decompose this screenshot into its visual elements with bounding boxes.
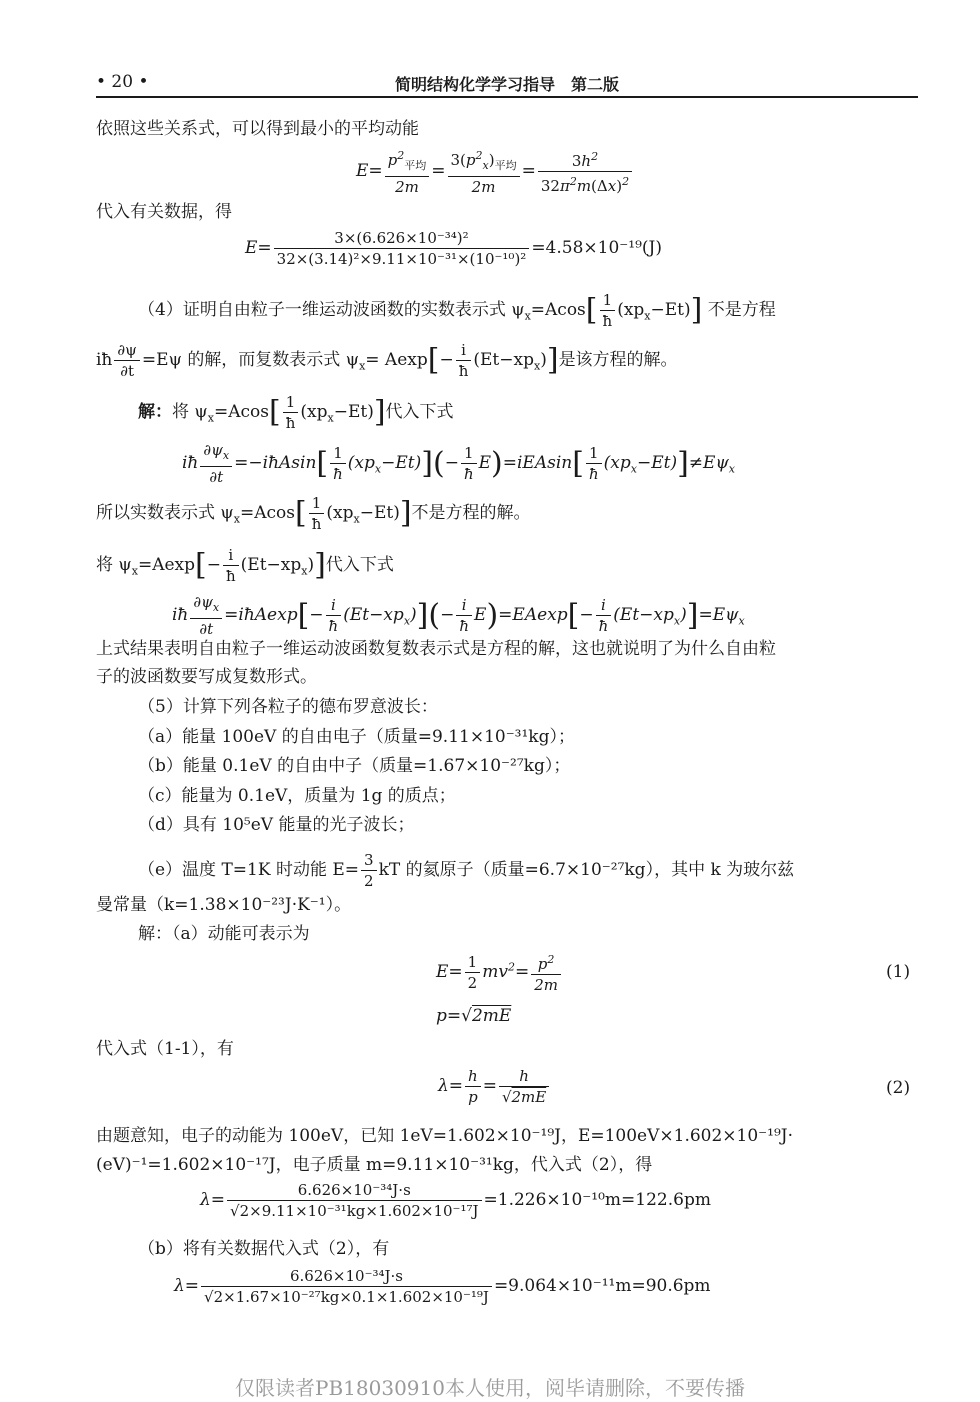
problem-5b: （b）能量 0.1eV 的自由中子（质量=1.67×10⁻²⁷kg）； [138,756,571,776]
problem-4-line2: iħ $\frac{\partial\psi}{\partial t}$ =Eψ 的解，而复数表示式 $\psi_x= Aexp[-$ $\frac{i}{ħ}$ $(Et-xp_x)$]是该方程的解。 [96,341,678,380]
problem-4-text-a: （4）证明自由粒子一维运动波函数的实数表示式 ψ [138,300,525,320]
paragraph-7: 将 $\psi_x=Aexp[-$ $\frac{i}{ħ}$ $(Et-xp_x)$]代入下式 [96,546,394,585]
equation-complex-derivative: iħ $\frac{\partial\psi_x}{\partial t}$ =iħAexp[− $\frac{i}{ħ}$ $(Et-xp_x)](-$ $\frac{i}{ħ}$ E)=EAexp[− $\frac{i}{ħ}$ $(Et-xp_x)]=E\psi_x$ [172,593,745,638]
paragraph-14: （b）将有关数据代入式（2），有 [138,1239,390,1259]
equation-momentum: p=√2mE [436,1006,512,1026]
paragraph-9: 子的波函数要写成复数形式。 [96,667,317,687]
page-header [96,72,918,96]
paragraph-13: (eV)⁻¹=1.602×10⁻¹⁷J，电子质量 m=9.11×10⁻³¹kg，代入式（2），得 [96,1155,653,1175]
page-number: • 20 • [96,72,149,92]
equation-de-broglie: λ= $\frac{h}{p}$ = $\frac{h}{√2mE}$ [438,1066,551,1107]
e3-result: =4.58×10⁻¹⁹(J) [531,238,662,258]
lambda-a-result: =1.226×10⁻¹⁰m=122.6pm [483,1190,711,1210]
problem-5e-line1: （e）温度 T=1K 时动能 E= $\frac{3}{2}$ kT 的氦原子（质量=6.7×10⁻²⁷kg），其中 k 为玻尔兹 [138,851,795,890]
problem-4-text-c: 的解，而复数表示式 ψ [187,350,360,370]
equation-min-energy: E= $\frac{p^2_{平均}}{2m}$ = $\frac{3(p^2_x)_{平均}}{2m}$ = $\frac{3h^2}{32\pi^2m(\Delta x)^2}$ [356,146,634,197]
problem-5d: （d）具有 10⁵eV 能量的光子波长； [138,815,415,835]
equation-real-derivative: iħ $\frac{\partial\psi_x}{\partial t}$ =−iħAsin[ $\frac{1}{ħ}$ $(xp_x-Et)](-$ $\frac{1}{ħ}$ E)=iEAsin[ $\frac{1}{ħ}$ $(xp_x-Et)]\ne E\psi_x$ [182,441,736,486]
equation-number-1: (1) [886,962,911,982]
e3-denominator: 32×(3.14)²×9.11×10⁻³¹×(10⁻¹⁰)² [276,250,527,268]
paragraph-8: 上式结果表明自由粒子一维运动波函数复数表示式是方程的解，这也就说明了为什么自由粒 [96,639,776,659]
paragraph-6: 所以实数表示式 $\psi_x=Acos$[ $\frac{1}{ħ}$ $(xp_x-Et)$]不是方程的解。 [96,494,531,533]
paragraph-7-text-a: 将 ψ [96,555,132,575]
book-title: 简明结构化学学习指导 第二版 [394,75,619,94]
watermark: 仅限读者PB18030910本人使用，阅毕请删除，不要传播 [235,1376,745,1400]
paragraph-2: 代入有关数据，得 [96,202,232,222]
problem-5e-line2: 曼常量（k=1.38×10⁻²³J·K⁻¹）。 [96,895,352,915]
problem-4-line1: （4）证明自由粒子一维运动波函数的实数表示式 $\psi_x=Acos$[ $\frac{1}{ħ}$ $(xp_x-Et)$] 不是方程 [138,291,776,330]
problem-4-text-d: 是该方程的解。 [558,350,678,370]
lambda-a-numerator: 6.626×10⁻³⁴J·s [227,1180,481,1201]
paragraph-6-text-a: 所以实数表示式 ψ [96,503,234,523]
solution-4-text-b: 代入下式 [385,402,454,422]
equation-number-2: (2) [886,1078,911,1098]
problem-5e-text-a: （e）温度 T=1K 时动能 E= [138,860,360,880]
solution-4-line1: 解：将 $\psi_x=Acos$[ $\frac{1}{ħ}$ $(xp_x-Et)$]代入下式 [138,393,454,432]
solution-5a-intro: 解：（a）动能可表示为 [138,924,310,944]
solution-label: 解： [138,402,172,422]
problem-5a: （a）能量 100eV 的自由电子（质量=9.11×10⁻³¹kg）； [138,727,575,747]
e3-numerator: 3×(6.626×10⁻³⁴)² [274,228,530,249]
paragraph-7-text-b: 代入下式 [325,555,394,575]
equation-kinetic-energy: E= $\frac{1}{2}$ $mv^2=$ $\frac{p^2}{2m}$ [436,950,563,995]
paragraph-6-text-b: 不是方程的解。 [411,503,531,523]
problem-5-intro: （5）计算下列各粒子的德布罗意波长： [138,697,438,717]
equation-lambda-b: λ= $\frac{\text{6.626×10⁻³⁴J·s}}{\text{√2×1.67×10⁻²⁷kg×0.1×1.602×10⁻¹⁹J}}$ =9.064×10⁻¹¹m=90.6pm [174,1267,711,1306]
lambda-b-numerator: 6.626×10⁻³⁴J·s [201,1266,492,1287]
header-rule [96,96,918,98]
paragraph-1: 依照这些关系式，可以得到最小的平均动能 [96,119,419,139]
lambda-b-denominator: √2×1.67×10⁻²⁷kg×0.1×1.602×10⁻¹⁹J [204,1288,489,1306]
problem-5c: （c）能量为 0.1eV，质量为 1g 的质点； [138,786,456,806]
paragraph-11: 代入式（1-1），有 [96,1039,234,1059]
equation-energy-value: E= $\frac{\text{3×(6.626×10⁻³⁴)²}}{\text{32×(3.14)²×9.11×10⁻³¹×(10⁻¹⁰)²}}$ =4.58×10⁻¹⁹(J) [245,229,662,268]
problem-5e-text-b: kT 的氦原子（质量=6.7×10⁻²⁷kg），其中 k 为玻尔兹 [378,860,795,880]
solution-4-text-a: 将 ψ [172,402,208,422]
lambda-b-result: =9.064×10⁻¹¹m=90.6pm [493,1276,711,1296]
problem-4-text-b: 不是方程 [707,300,776,320]
equation-lambda-a: λ= $\frac{\text{6.626×10⁻³⁴J·s}}{\text{√2×9.11×10⁻³¹kg×1.602×10⁻¹⁷J}}$ =1.226×10⁻¹⁰m=122.6pm [200,1181,711,1220]
lambda-a-denominator: √2×9.11×10⁻³¹kg×1.602×10⁻¹⁷J [230,1202,479,1220]
paragraph-12: 由题意知，电子的动能为 100eV，已知 1eV=1.602×10⁻¹⁹J，E=100eV×1.602×10⁻¹⁹J· [96,1126,793,1146]
